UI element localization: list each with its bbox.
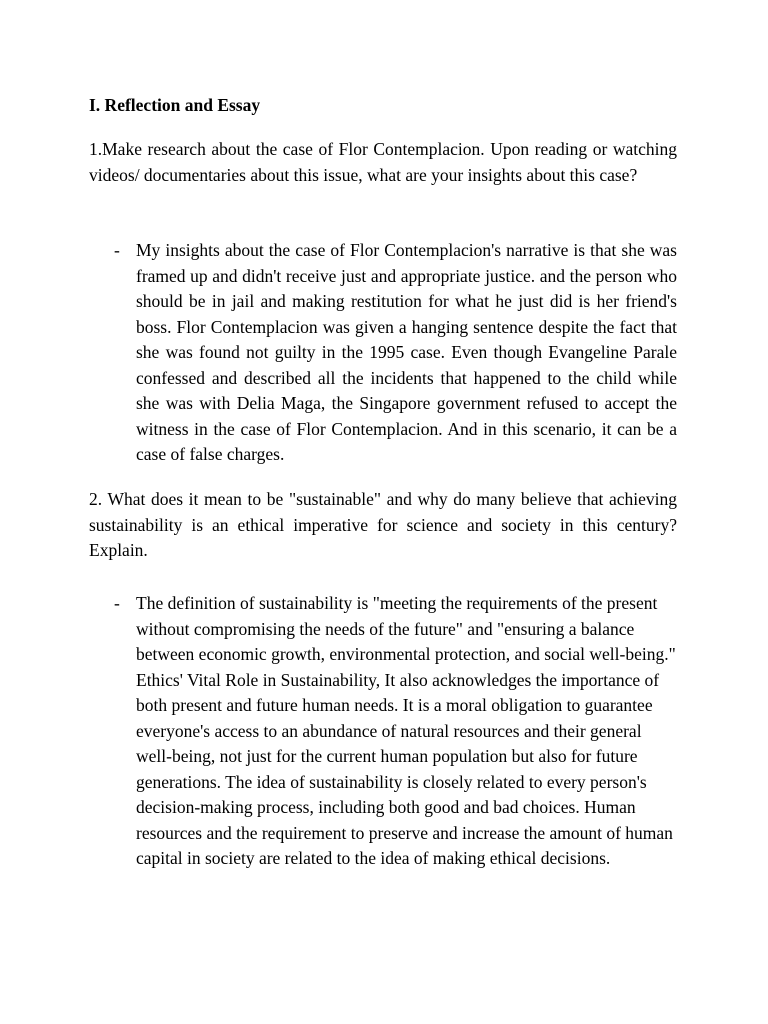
- question-2-text: 2. What does it mean to be "sustainable" and why do many believe that achieving sustainability is an ethical imperative for science and society in this century? Explain.: [89, 489, 677, 560]
- answer-1-bullet: -: [114, 240, 120, 260]
- answer-2-bullet: -: [114, 593, 120, 613]
- question-1-text: 1.Make research about the case of Flor Contemplacion. Upon reading or watching videos/ documentaries about this issue, what are your insights about this case?: [89, 139, 677, 185]
- section-heading: I. Reflection and Essay: [89, 95, 261, 115]
- answer-2-text: The definition of sustainability is "meeting the requirements of the present without compromising the needs of the future" and "ensuring a balance between economic growth, environmental protection, and social well-being." Ethics' Vital Role in Sustainability, It also acknowledges the importance of both present and future human needs. It is a moral obligation to guarantee everyone's access to an abundance of natural resources and their general well-being, not just for the current human population but also for future generations. The idea of sustainability is closely related to every person's decision-making process, including both good and bad choices. Human resources and the requirement to preserve and increase the amount of human capital in society are related to the idea of making ethical decisions.: [136, 593, 676, 868]
- answer-1-text: My insights about the case of Flor Contemplacion's narrative is that she was framed up and didn't receive just and appropriate justice. and the person who should be in jail and making restitution for what he just did is her friend's boss. Flor Contemplacion was given a hanging sentence despite the fact that she was found not guilty in the 1995 case. Even though Evangeline Parale confessed and described all the incidents that happened to the child while she was with Delia Maga, the Singapore government refused to accept the witness in the case of Flor Contemplacion. And in this scenario, it can be a case of false charges.: [136, 240, 677, 464]
